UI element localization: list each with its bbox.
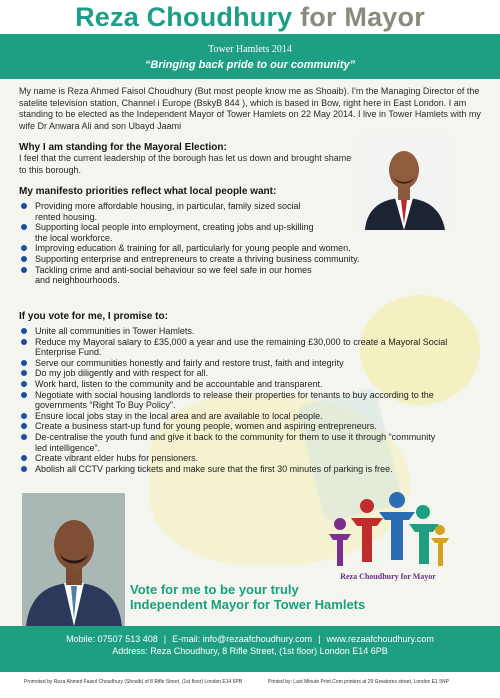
vote-line-2: Independent Mayor for Tower Hamlets [130,597,366,612]
list-item: Providing more affordable housing, in particular, family sized social rented housing. [19,201,324,222]
bullet-icon [21,256,27,262]
promoted-by: Promoted by Reza Ahmed Faisol Choudhury (Shoaib) of 8 Rifle Street, (1st floor) London E14 6PB [24,679,243,685]
promise-list [19,326,449,474]
page-title [0,0,500,33]
list-item: Abolish all CCTV parking tickets and make sure that the first 30 minutes of parking is free. [19,464,449,475]
slogan: “Bringing back pride to our community” [144,59,356,71]
address: Address: Reza Choudhury, 8 Rifle Street, (1st floor) London E14 6PB [112,646,388,656]
list-item: Supporting local people into employment, creating jobs and up-skilling the local workforce. [19,222,324,243]
candidate-portrait-image [22,493,125,626]
bullet-icon [21,203,27,209]
list-item: Supporting enterprise and entrepreneurs to create a thriving business community. [19,254,415,265]
list-item: Improving education & training for all, particularly for young people and women. [19,243,415,254]
candidate-photo [357,134,452,230]
bullet-icon [21,245,27,251]
bullet-icon [21,392,27,398]
header [0,0,500,34]
campaign-logo [325,490,450,585]
title-suffix: for Mayor [300,2,425,32]
logo-figure-blue [379,492,415,560]
printed-by: Printed by: Last Minute Print.Com printers at 29 Greatorex street, London E1 5NP [268,679,449,685]
list-item: De-centralise the youth fund and give it back to the community for them to use it through “community led intelligence”. [19,432,449,453]
logo-figure-purple [329,518,351,566]
bullet-icon [21,224,27,230]
contact-line: Mobile: 07507 513 408 | E-mail: info@rezaafchoudhury.com | www.rezaafchoudhury.com [66,634,434,644]
intro-paragraph: My name is Reza Ahmed Faisol Choudhury (But most people know me as Shoaib). I'm the Managing Director of the satelite television station, Channel i Europe (BskyB 844 ), which is based in Bow, right here in East London. I am standing to be elected as the Independent Mayor of Tower Hamlets on 22 May 2014. I live in Tower Hamlets with my wife Dr Anwara Ali and son Ubayd Jaami [19,86,481,131]
website-link[interactable]: www.rezaafchoudhury.com [326,634,434,644]
list-item: Work hard, listen to the community and be accountable and transparent. [19,379,449,390]
list-item: Serve our communities honestly and fairly and restore trust, faith and integrity [19,358,449,369]
bullet-icon [21,455,27,461]
list-item: Do my job diligently and with respect for all. [19,368,449,379]
bullet-icon [21,360,27,366]
logo-figure-red [351,499,383,562]
imprint [0,672,500,698]
list-item: Unite all communities in Tower Hamlets. [19,326,449,337]
email-link[interactable]: E-mail: info@rezaafchoudhury.com [172,634,313,644]
list-item: Create vibrant elder hubs for pensioners. [19,453,449,464]
bullet-icon [21,434,27,440]
logo-caption: Reza Choudhury for Mayor [340,572,436,581]
bullet-icon [21,328,27,334]
bullet-icon [21,423,27,429]
bullet-icon [21,339,27,345]
mobile-number: Mobile: 07507 513 408 [66,634,158,644]
bullet-icon [21,381,27,387]
list-item: Create a business start-up fund for young people, women and aspiring entrepreneurs. [19,421,449,432]
election-year: Tower Hamlets 2014 [208,44,292,55]
list-item: Reduce my Mayoral salary to £35,000 a year and use the remaining £30,000 to create a Mayoral Social Enterprise Fund. [19,337,449,358]
why-heading: Why I am standing for the Mayoral Election: [19,142,227,153]
candidate-photo-image [357,134,452,230]
manifesto-list [19,201,360,286]
subtitle-band [0,34,500,79]
manifesto-heading: My manifesto priorities reflect what local people want: [19,186,277,197]
logo-figure-gold [431,525,449,566]
bullet-icon [21,413,27,419]
bullet-icon [21,267,27,273]
title-name: Reza Choudhury [75,2,293,32]
bullet-icon [21,370,27,376]
vote-line-1: Vote for me to be your truly [130,582,299,597]
why-text: I feel that the current leadership of the borough has let us down and brought shame to this borough. [19,153,352,175]
vote-callout [130,582,430,612]
contact-footer [0,626,500,672]
promise-heading: If you vote for me, I promise to: [19,311,168,322]
list-item: Negotiate with social housing landlords to release their properties for tenants to buy according to the governments “Right To Buy Policy”. [19,390,449,411]
list-item: Ensure local jobs stay in the local area and are available to local people. [19,411,449,422]
candidate-photo-bottom [22,493,125,626]
list-item: Tackling crime and anti-social behaviour so we feel safe in our homes and neighbourhoods. [19,265,324,286]
bullet-icon [21,466,27,472]
